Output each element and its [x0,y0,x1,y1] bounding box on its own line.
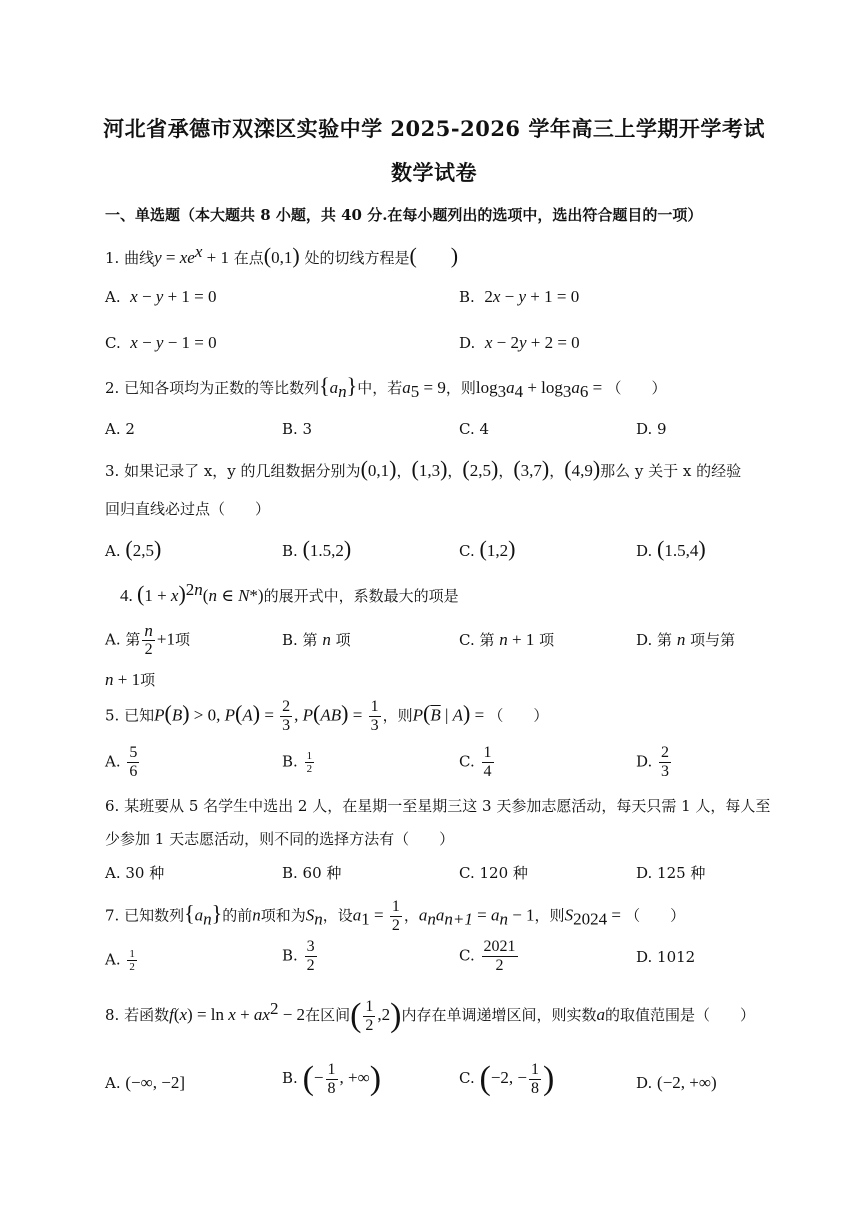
q3-option-c: C. (1,2) [459,536,516,561]
q3-option-b: B. (1.5,2) [282,536,352,561]
q4-option-a: A. 第 $\frac{n}{2}$ +1项 [105,621,190,658]
question-2: 2. 已知各项均为正数的等比数列$\{a_n\}$中，若$a_5 = 9$，则$\log_3a_4 + \log_3a_6$ = （ ） [105,373,667,401]
question-5: 5. 已知P(B) > 0, P(A) = $\frac{2}{3}$ , P(AB) = $\frac{1}{3}$ ，则$P(\overline{B}$ | A) = （ ） [105,698,549,734]
q3-option-d: D. (1.5,4) [636,536,706,561]
exam-subtitle: 数学试卷 [391,160,477,185]
q8-option-a: A. (−∞, −2] [105,1073,186,1092]
q4-option-d: D. 第 n 项与第 [636,630,736,649]
q4-option-d-line2: n + 1项 [105,670,156,689]
q1-option-d: D. x − 2y + 2 = 0 [459,333,580,352]
question-8: 8. 若函数$f(x) = \ln x + ax^2 - 2$在区间( $\frac{1}{2}$ ,2)内存在单调递增区间，则实数a的取值范围是（ ） [105,997,756,1034]
q8-option-c: C. (−2, − $\frac{1}{8}$ ) [459,1060,555,1097]
q7-option-d: D. 1012 [636,948,696,966]
q6-option-b: B. 60 种 [282,864,342,882]
q5-option-a: A. $\frac{5}{6}$ [105,744,138,780]
section-header: 一、单选题（本大题共 8 小题，共 40 分.在每小题列出的选项中，选出符合题目的一项） [105,206,703,224]
question-7: 7. 已知数列$\{a_n\}$的前n项和为$S_n$，设$a_1$ = $\frac{1}{2}$ ，$a_na_{n+1} = a_n - 1$，则$S_{2024}$ = （ ） [105,898,686,934]
q7-option-c: C. $\frac{2021}{2}$ [459,938,516,974]
question-3-line2: 回归直线必过点（ ） [105,500,271,518]
question-4: 4. $(1 + x)^{2n}(n$ ∈ N*)的展开式中，系数最大的项是 [120,580,459,606]
q2-option-a: A. 2 [105,420,135,438]
q3-option-a: A. (2,5) [105,536,162,561]
q2-option-c: C. 4 [459,420,490,438]
question-6-line2: 少参加 1 天志愿活动，则不同的选择方法有（ ） [105,830,455,848]
q7-option-a: A. $\frac{1}{2}$ [105,948,135,973]
q4-option-c: C. 第 n + 1 项 [459,630,555,649]
q2-option-b: B. 3 [282,420,313,438]
question-3: 3. 如果记录了 x，y 的几组数据分别为(0,1)，(1,3)，(2,5)，(3,7)，(4,9)那么 y 关于 x 的经验 [105,456,742,481]
q8-option-b: B. (− $\frac{1}{8}$ , +∞) [282,1060,382,1097]
q5-option-b: B. $\frac{1}{2}$ [282,750,313,775]
q5-option-d: D. $\frac{2}{3}$ [636,744,670,780]
q1-option-c: C. x − y − 1 = 0 [105,333,217,352]
q1-option-b: B. 2x − y + 1 = 0 [459,287,580,306]
exam-title: 河北省承德市双滦区实验中学 2025-2026 学年高三上学期开学考试 [103,116,765,141]
q6-option-a: A. 30 种 [105,864,165,882]
q6-option-d: D. 125 种 [636,864,706,882]
q2-option-d: D. 9 [636,420,667,438]
q6-option-c: C. 120 种 [459,864,528,882]
q1-option-a: A. x − y + 1 = 0 [105,287,217,306]
q7-option-b: B. $\frac{3}{2}$ [282,938,315,974]
question-6: 6. 某班要从 5 名学生中选出 2 人，在星期一至星期三这 3 天参加志愿活动，每天只需 1 人，每人至 [105,797,771,815]
q8-option-d: D. (−2, +∞) [636,1073,717,1092]
q5-option-c: C. $\frac{1}{4}$ [459,744,492,780]
q4-option-b: B. 第 n 项 [282,630,351,649]
question-1: 1. 曲线$y = xe^x + 1$ 在点(0,1) 处的切线方程是( ) [105,242,459,268]
